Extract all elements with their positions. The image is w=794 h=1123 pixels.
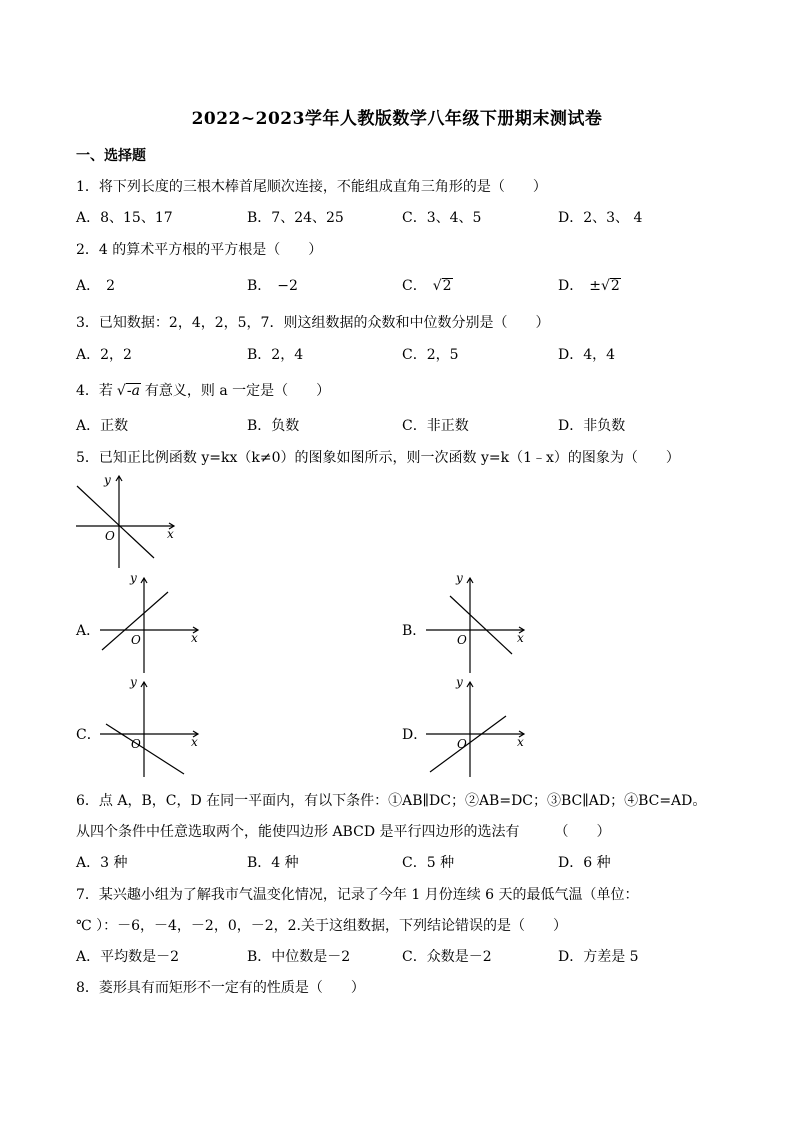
option-a: A．正数 — [76, 418, 129, 434]
reference-graph — [74, 470, 184, 570]
option-b-label: B． — [402, 623, 427, 639]
option-b-graph — [422, 570, 532, 675]
option-a: A．3 种 — [76, 855, 128, 871]
question-7-line-1: 7．某兴趣小组为了解我市气温变化情况，记录了今年 1 月份连续 6 天的最低气温（单位： — [76, 887, 639, 903]
x-axis-label: x — [167, 527, 174, 541]
option-label: B． — [247, 278, 272, 294]
option-b: B．2，4 — [247, 347, 304, 363]
option-c: C．2，5 — [402, 347, 459, 363]
radicand: -a — [126, 383, 140, 399]
question-4-options — [0, 415, 794, 435]
option-a: A．8、15、17 — [76, 210, 173, 226]
question-1: 1．将下列长度的三根木棒首尾顺次连接，不能组成直角三角形的是（ ） — [76, 179, 547, 195]
option-d: D．方差是 5 — [558, 949, 639, 965]
option-b: B．7、24、25 — [247, 210, 344, 226]
question-6-line-2: 从四个条件中任意选取两个，能使四边形 ABCD 是平行四边形的选法有 （ ） — [76, 824, 611, 840]
radicand: 2 — [610, 278, 620, 294]
option-c: C．众数是－2 — [402, 949, 492, 965]
origin-label: O — [105, 529, 115, 543]
question-6-options — [0, 852, 794, 872]
option-b — [247, 275, 298, 295]
y-axis-label: y — [104, 473, 111, 487]
question-4-suffix: 有意义，则 a 一定是（ ） — [144, 383, 331, 399]
option-d-label: D． — [402, 727, 428, 743]
x-axis-label: x — [191, 735, 198, 749]
sqrt-expression: √2 — [432, 278, 452, 294]
option-b: B．中位数是－2 — [247, 949, 351, 965]
option-value: 2 — [106, 278, 116, 294]
question-2: 2．4 的算术平方根的平方根是（ ） — [76, 242, 323, 258]
function-line — [106, 724, 184, 774]
origin-label: O — [457, 737, 467, 751]
radicand: 2 — [442, 278, 452, 294]
x-axis-label: x — [517, 631, 524, 645]
function-line — [77, 486, 154, 558]
option-c: C．3、4、5 — [402, 210, 482, 226]
option-a-graph — [96, 570, 206, 675]
plus-minus-sign: ± — [589, 278, 601, 294]
option-c-label: C． — [76, 727, 101, 743]
question-7-line-2: ℃ ）：－6，－4，－2，0，－2，2.关于这组数据，下列结论错误的是（ ） — [76, 918, 568, 934]
option-a: A．平均数是－2 — [76, 949, 180, 965]
option-a-label: A． — [76, 623, 101, 639]
origin-label: O — [457, 633, 467, 647]
sqrt-expression: √-a — [116, 383, 140, 399]
question-3-options — [0, 344, 794, 364]
x-axis-label: x — [191, 631, 198, 645]
x-axis-label: x — [517, 735, 524, 749]
question-5: 5．已知正比例函数 y=kx（k≠0）的图象如图所示，则一次函数 y=k（1﹣x）的图象为（ ） — [76, 450, 680, 466]
option-a: A．2，2 — [76, 347, 132, 363]
option-label: C． — [402, 278, 427, 294]
sqrt-expression: √2 — [600, 278, 620, 294]
function-line — [430, 716, 506, 772]
question-3: 3．已知数据：2，4，2，5，7．则这组数据的众数和中位数分别是（ ） — [76, 315, 550, 331]
y-axis-label: y — [456, 571, 463, 585]
option-b: B．4 种 — [247, 855, 299, 871]
option-label: A． — [76, 278, 101, 294]
page-title: 2022~2023学年人教版数学八年级下册期末测试卷 — [191, 109, 603, 129]
option-d — [558, 275, 621, 295]
option-d: D．非负数 — [558, 418, 626, 434]
origin-label: O — [131, 737, 141, 751]
option-value: −2 — [277, 278, 298, 294]
origin-label: O — [131, 633, 141, 647]
option-d: D．6 种 — [558, 855, 611, 871]
option-d: D．2、3、 4 — [558, 210, 643, 226]
question-1-options — [0, 207, 794, 227]
option-label: D． — [558, 278, 584, 294]
y-axis-label: y — [130, 571, 137, 585]
option-a — [76, 275, 115, 295]
question-7-options — [0, 946, 794, 966]
question-4-prefix: 4．若 — [76, 383, 113, 399]
question-6-line-1: 6．点 A，B，C，D 在同一平面内，有以下条件：①AB∥DC；②AB=DC；③BC∥AD；④BC=AD。 — [76, 793, 707, 809]
option-c — [402, 275, 453, 295]
option-c-graph — [96, 674, 206, 779]
option-c: C．5 种 — [402, 855, 455, 871]
option-d-graph — [422, 674, 532, 779]
option-d: D．4，4 — [558, 347, 616, 363]
y-axis-label: y — [456, 675, 463, 689]
option-b: B．负数 — [247, 418, 300, 434]
section-heading: 一、选择题 — [76, 148, 146, 164]
question-2-options — [0, 275, 794, 295]
question-8: 8．菱形具有而矩形不一定有的性质是（ ） — [76, 980, 365, 996]
question-4 — [76, 380, 330, 400]
option-c: C．非正数 — [402, 418, 469, 434]
y-axis-label: y — [130, 675, 137, 689]
